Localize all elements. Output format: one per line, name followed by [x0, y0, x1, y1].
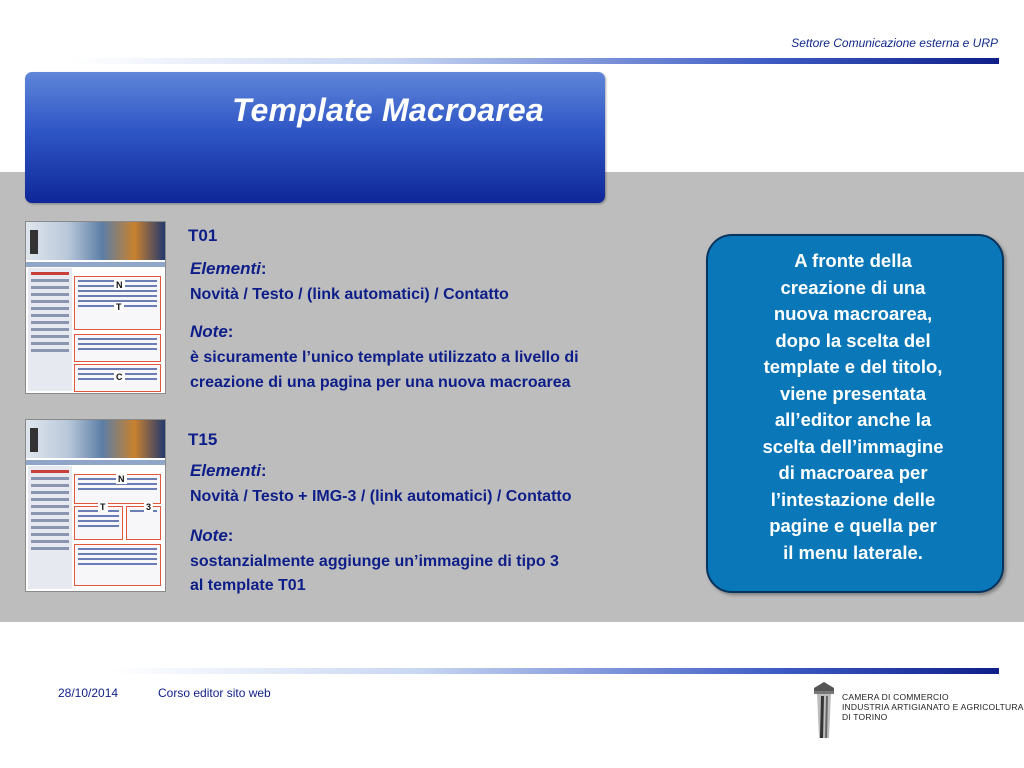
callout-line: di macroarea per [778, 462, 928, 483]
template-t15-thumbnail [25, 419, 166, 592]
template-t01-thumbnail [25, 221, 166, 394]
chamber-logo-icon [812, 682, 836, 740]
header-org-text: Settore Comunicazione esterna e URP [791, 36, 998, 50]
template-code: T15 [188, 430, 218, 449]
org-name-line: CAMERA DI COMMERCIO [842, 692, 949, 702]
callout-line: all’editor anche la [774, 409, 932, 430]
thumbnail-tag: C [116, 372, 123, 382]
template-code: T01 [188, 226, 218, 245]
thumbnail-nav-bar [26, 262, 165, 267]
thumbnail-main [74, 466, 163, 589]
thumbnail-sidebar [28, 466, 72, 589]
callout-text [720, 248, 986, 566]
thumbnail-contact-box [74, 544, 161, 586]
callout-line: dopo la scelta del [775, 329, 931, 351]
note-text-line: creazione di una pagina per una nuova macroarea [190, 374, 571, 391]
thumbnail-tag: N [118, 474, 125, 484]
thumbnail-logo [30, 428, 38, 452]
note-text-line: al template T01 [190, 577, 306, 594]
elementi-label: Elementi: [190, 461, 267, 480]
callout-line: pagine e quella per [769, 515, 937, 536]
callout-line: viene presentata [779, 382, 926, 404]
thumbnail-header-image [26, 420, 165, 458]
elementi-label: Elementi: [190, 259, 267, 278]
footer-course: Corso editor sito web [158, 686, 271, 700]
thumbnail-text-box [74, 334, 161, 362]
elementi-text: Novità / Testo + IMG-3 / (link automatici) / Contatto [190, 488, 572, 505]
footer-rule [110, 668, 999, 674]
thumbnail-sidebar [28, 268, 72, 391]
callout-line: l’intestazione delle [770, 488, 936, 510]
note-label: Note: [190, 526, 234, 545]
callout-line: A fronte della [794, 250, 912, 271]
callout-line: nuova macroarea, [773, 303, 933, 324]
note-label: Note: [190, 322, 234, 341]
thumbnail-tag: N [116, 280, 123, 290]
note-text-line: sostanzialmente aggiunge un’immagine di tipo 3 [190, 553, 559, 570]
footer-date: 28/10/2014 [58, 686, 119, 700]
header-rule [70, 58, 999, 64]
org-name [842, 692, 1024, 722]
note-text-line: è sicuramente l’unico template utilizzato a livello di [190, 349, 579, 366]
thumbnail-tag: T [116, 302, 122, 312]
org-name-line: DI TORINO [842, 712, 888, 722]
thumbnail-logo [30, 230, 38, 254]
slide-title: Template Macroarea [232, 92, 544, 128]
callout-line: creazione di una [780, 276, 926, 298]
org-name-line: INDUSTRIA ARTIGIANATO E AGRICOLTURA [842, 702, 1024, 712]
elementi-text: Novità / Testo / (link automatici) / Contatto [190, 286, 509, 303]
thumbnail-tag: T [100, 502, 106, 512]
callout-line: scelta dell’immagine [762, 435, 944, 457]
thumbnail-header-image [26, 222, 165, 260]
callout-line: il menu laterale. [783, 541, 923, 563]
thumbnail-tag: 3 [146, 502, 152, 512]
callout-line: template e del titolo, [763, 356, 943, 377]
thumbnail-nav-bar [26, 460, 165, 465]
